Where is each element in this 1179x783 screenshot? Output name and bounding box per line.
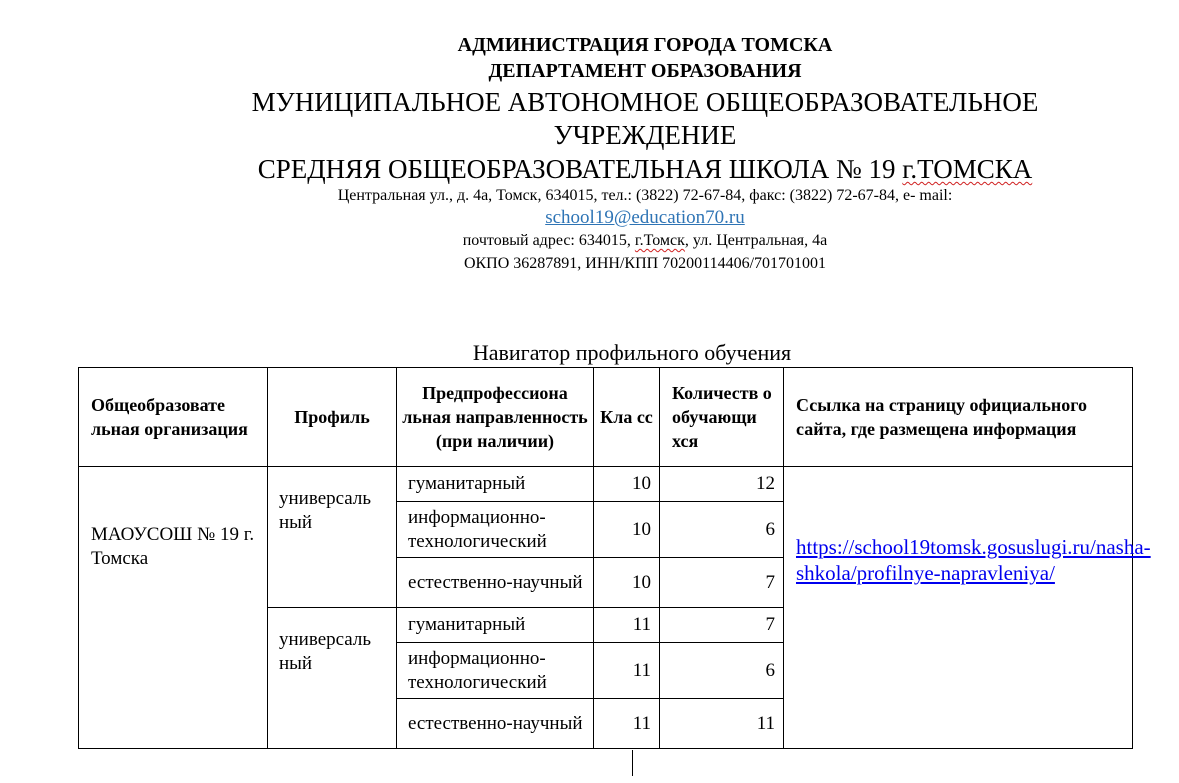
grade-cell: 11 xyxy=(594,699,660,749)
direction-cell: информационно-технологический xyxy=(397,643,594,699)
count-cell: 11 xyxy=(660,699,784,749)
header-row xyxy=(79,368,1133,467)
header-profile: Профиль xyxy=(268,368,397,467)
contact-email-line xyxy=(0,208,1179,227)
header-count: Количеств о обучающи хся xyxy=(660,368,784,467)
postal-address xyxy=(0,233,1179,249)
table-title: Навигатор профильного обучения xyxy=(472,340,792,365)
count-cell: 6 xyxy=(660,502,784,558)
administration-title: АДМИНИСТРАЦИЯ ГОРОДА ТОМСКА xyxy=(457,34,833,56)
direction-cell: гуманитарный xyxy=(397,608,594,643)
school-site-link[interactable]: https://school19tomsk.gosuslugi.ru/nasha-shkola/profilnye-napravleniya/ xyxy=(796,535,1151,585)
header-direction: Предпрофессиона льная направленность (при наличии) xyxy=(397,368,594,467)
grade-cell: 10 xyxy=(594,467,660,502)
organization-cell: МАОУСОШ № 19 г. Томска xyxy=(79,467,268,749)
direction-cell: естественно-научный xyxy=(397,558,594,608)
header-link: Ссылка на страницу официального сайта, где размещена информация xyxy=(784,368,1133,467)
department-title: ДЕПАРТАМЕНТ ОБРАЗОВАНИЯ xyxy=(488,60,802,82)
institution-title-line2: УЧРЕЖДЕНИЕ xyxy=(553,120,737,150)
count-cell: 7 xyxy=(660,558,784,608)
link-cell xyxy=(784,467,1151,749)
grade-cell: 10 xyxy=(594,502,660,558)
email-link[interactable]: school19@education70.ru xyxy=(545,207,745,228)
page-divider-line xyxy=(632,750,633,776)
count-cell: 12 xyxy=(660,467,784,502)
postal-suffix: , ул. Центральная, 4а xyxy=(684,232,828,249)
table-row xyxy=(79,467,1133,502)
institution-title-line1: МУНИЦИПАЛЬНОЕ АВТОНОМНОЕ ОБЩЕОБРАЗОВАТЕЛЬНОЕ xyxy=(251,87,1039,117)
grade-cell: 11 xyxy=(594,643,660,699)
profile-cell: универсаль ный xyxy=(268,467,397,608)
profile-cell: универсаль ный xyxy=(268,608,397,749)
registration-codes: ОКПО 36287891, ИНН/КПП 70200114406/701701001 xyxy=(463,255,827,272)
postal-city: г.Томск xyxy=(634,232,685,249)
postal-prefix: почтовый адрес: 634015, xyxy=(462,232,635,249)
school-name xyxy=(0,156,1179,183)
profile-navigator-table xyxy=(78,367,1151,749)
header-grade: Кла сс xyxy=(594,368,660,467)
count-cell: 7 xyxy=(660,608,784,643)
header-org: Общеобразовате льная организация xyxy=(79,368,268,467)
direction-cell: гуманитарный xyxy=(397,467,594,502)
count-cell: 6 xyxy=(660,643,784,699)
direction-cell: естественно-научный xyxy=(397,699,594,749)
grade-cell: 10 xyxy=(594,558,660,608)
school-name-main: СРЕДНЯЯ ОБЩЕОБРАЗОВАТЕЛЬНАЯ ШКОЛА № 19 xyxy=(257,154,903,184)
direction-cell: информационно-технологический xyxy=(397,502,594,558)
contact-address: Центральная ул., д. 4а, Томск, 634015, тел.: (3822) 72-67-84, факс: (3822) 72-67-84, е- mail: xyxy=(337,187,953,204)
grade-cell: 11 xyxy=(594,608,660,643)
school-name-city: г.ТОМСКА xyxy=(902,154,1033,184)
